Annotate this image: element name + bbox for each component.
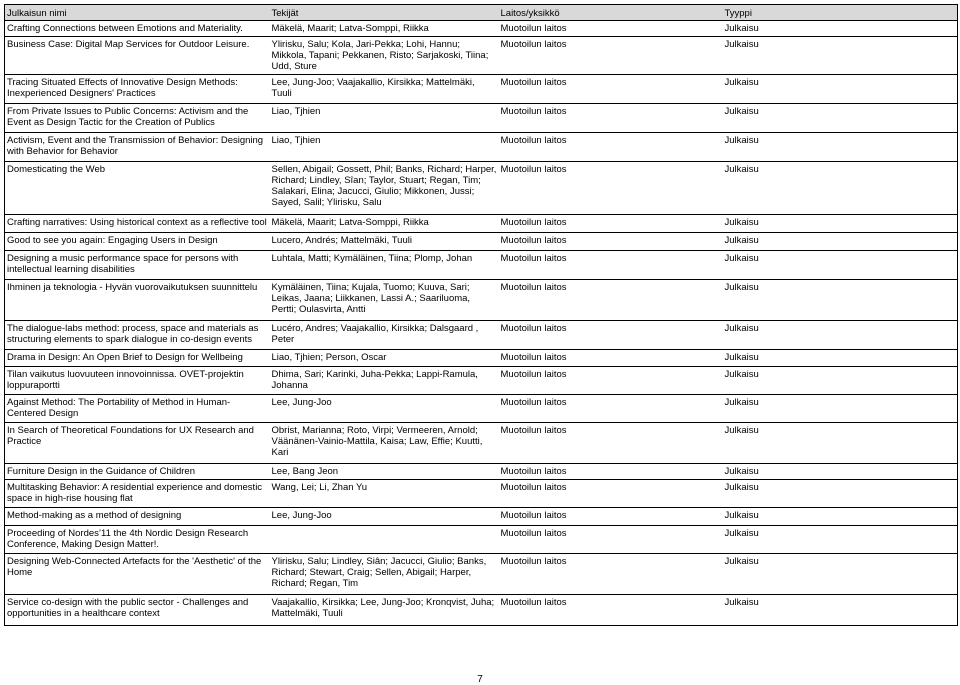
publication-title: Crafting narratives: Using historical context as a reflective tool <box>5 215 270 233</box>
table-row <box>5 280 958 321</box>
publication-department: Muotoilun laitos <box>500 217 567 228</box>
table-row <box>5 395 958 423</box>
table-row <box>5 508 958 526</box>
table-row <box>5 367 958 395</box>
publication-department: Muotoilun laitos <box>500 510 567 521</box>
publication-authors: Lee, Jung-Joo <box>271 397 332 408</box>
publication-type: Julkaisu <box>723 554 958 595</box>
publication-type: Julkaisu <box>723 215 958 233</box>
table-row <box>5 554 958 595</box>
publication-department: Muotoilun laitos <box>500 39 567 50</box>
publication-department: Muotoilun laitos <box>500 282 567 293</box>
publication-department: Muotoilun laitos <box>500 135 567 146</box>
publication-authors: Vaajakallio, Kirsikka; Lee, Jung-Joo; Kronqvist, Juha; Mattelmäki, Tuuli <box>270 595 499 626</box>
publication-type: Julkaisu <box>723 280 958 321</box>
table-row <box>5 75 958 104</box>
table-row <box>5 423 958 464</box>
publication-type: Julkaisu <box>723 21 958 37</box>
table-row <box>5 215 958 233</box>
publication-authors: Lucéro, Andres; Vaajakallio, Kirsikka; Dalsgaard , Peter <box>271 323 479 345</box>
publication-type: Julkaisu <box>723 133 958 162</box>
header-type: Tyyppi <box>723 5 958 21</box>
publication-type: Julkaisu <box>723 464 958 480</box>
publication-title: Crafting Connections between Emotions and Materiality. <box>5 21 270 37</box>
publication-department: Muotoilun laitos <box>500 323 567 334</box>
publication-type: Julkaisu <box>723 37 958 75</box>
publication-title: Activism, Event and the Transmission of Behavior: Designing with Behavior for Behavior <box>5 133 270 162</box>
table-header-row <box>5 5 958 21</box>
publication-title: From Private Issues to Public Concerns: Activism and the Event as Design Tactic for the Creation of Publics <box>5 104 270 133</box>
publication-title: Good to see you again: Engaging Users in Design <box>5 233 270 251</box>
publication-type: Julkaisu <box>723 367 958 395</box>
publication-department: Muotoilun laitos <box>500 466 567 477</box>
header-department: Laitos/yksikkö <box>499 5 723 21</box>
publication-type: Julkaisu <box>723 526 958 554</box>
publication-title: Designing Web-Connected Artefacts for the 'Aesthetic' of the Home <box>5 554 270 595</box>
publication-authors: Liao, Tjhien; Person, Oscar <box>271 352 387 363</box>
publication-authors: Lee, Jung-Joo; Vaajakallio, Kirsikka; Mattelmäki, Tuuli <box>271 77 475 99</box>
publication-authors: Kymäläinen, Tiina; Kujala, Tuomo; Kuuva, Sari; Leikas, Jaana; Liikkanen, Lassi A.; Saariluoma, Pertti; Oulasvirta, Antti <box>271 282 471 315</box>
publication-title: Tracing Situated Effects of Innovative Design Methods: Inexperienced Designers' Practices <box>5 75 270 104</box>
publication-authors: Ylirisku, Salu; Lindley, Siân; Jacucci, Giulio; Banks, Richard; Stewart, Craig; Sellen, Abigail; Harper, Richard; Regan, Tim <box>271 556 487 589</box>
publication-title: Against Method: The Portability of Method in Human-Centered Design <box>5 395 270 423</box>
publication-department: Muotoilun laitos <box>500 77 567 88</box>
header-title: Julkaisun nimi <box>5 5 270 21</box>
publication-title: Ihminen ja teknologia - Hyvän vuorovaikutuksen suunnittelu <box>5 280 270 321</box>
publication-authors <box>270 526 499 554</box>
publication-authors: Lucero, Andrés; Mattelmäki, Tuuli <box>271 235 412 246</box>
publication-list <box>4 4 957 626</box>
publication-title: Business Case: Digital Map Services for Outdoor Leisure. <box>5 37 270 75</box>
publication-title: Method-making as a method of designing <box>5 508 270 526</box>
publication-type: Julkaisu <box>723 350 958 367</box>
publication-authors: Wang, Lei; Li, Zhan Yu <box>271 482 368 493</box>
publication-department: Muotoilun laitos <box>500 23 567 34</box>
table-row <box>5 162 958 215</box>
publication-type: Julkaisu <box>723 75 958 104</box>
table-row <box>5 595 958 626</box>
publication-title: Tilan vaikutus luovuuteen innovoinnissa. OVET-projektin loppuraportti <box>5 367 270 395</box>
publication-authors: Lee, Jung-Joo <box>271 510 332 521</box>
publication-authors: Mäkelä, Maarit; Latva-Somppi, Riikka <box>271 23 429 34</box>
publication-title: Designing a music performance space for persons with intellectual learning disabilities <box>5 251 270 280</box>
publication-title: In Search of Theoretical Foundations for UX Research and Practice <box>5 423 270 464</box>
publication-type: Julkaisu <box>723 104 958 133</box>
page-number: 7 <box>477 674 483 685</box>
table-row <box>5 464 958 480</box>
table-row <box>5 37 958 75</box>
publication-department: Muotoilun laitos <box>500 164 567 175</box>
publication-authors: Liao, Tjhien <box>271 106 321 117</box>
publication-title: Proceeding of Nordes’11 the 4th Nordic Design Research Conference, Making Design Matter!. <box>5 526 270 554</box>
publication-department: Muotoilun laitos <box>500 106 567 117</box>
publication-title: Drama in Design: An Open Brief to Design for Wellbeing <box>5 350 270 367</box>
table-row <box>5 526 958 554</box>
publication-authors: Mäkelä, Maarit; Latva-Somppi, Riikka <box>271 217 429 228</box>
publication-type: Julkaisu <box>723 395 958 423</box>
publication-table <box>4 4 958 626</box>
table-row <box>5 133 958 162</box>
publication-title: The dialogue-labs method: process, space and materials as structuring elements to spark dialogue in co-design events <box>5 321 270 350</box>
publication-title: Domesticating the Web <box>5 162 270 215</box>
publication-authors: Ylirisku, Salu; Kola, Jari-Pekka; Lohi, Hannu; Mikkola, Tapani; Pekkanen, Risto; Sarjakoski, Tiina; Udd, Sture <box>271 39 489 72</box>
publication-title: Furniture Design in the Guidance of Children <box>5 464 270 480</box>
publication-authors: Luhtala, Matti; Kymäläinen, Tiina; Plomp, Johan <box>271 253 473 264</box>
publication-department: Muotoilun laitos <box>500 369 567 380</box>
publication-authors: Dhima, Sari; Karinki, Juha-Pekka; Lappi-Ramula, Johanna <box>271 369 478 391</box>
publication-type: Julkaisu <box>723 251 958 280</box>
publication-department: Muotoilun laitos <box>500 528 567 539</box>
publication-authors: Sellen, Abigail; Gossett, Phil; Banks, Richard; Harper, Richard; Lindley, Sîan; Taylor, Stuart; Regan, Tim; Salakari, Elina; Jacucci, Giulio; Mikkonen, Jussi; Sayed, Salil; Ylirisku, Salu <box>271 164 497 208</box>
publication-department: Muotoilun laitos <box>500 235 567 246</box>
publication-department: Muotoilun laitos <box>500 397 567 408</box>
table-row <box>5 21 958 37</box>
publication-type: Julkaisu <box>723 162 958 215</box>
publication-type: Julkaisu <box>723 423 958 464</box>
table-row <box>5 480 958 508</box>
table-row <box>5 321 958 350</box>
publication-authors: Liao, Tjhien <box>271 135 321 146</box>
publication-type: Julkaisu <box>723 321 958 350</box>
publication-department: Muotoilun laitos <box>500 556 567 567</box>
publication-type: Julkaisu <box>723 595 958 626</box>
table-row <box>5 233 958 251</box>
publication-title: Multitasking Behavior: A residential experience and domestic space in high-rise housing flat <box>5 480 270 508</box>
publication-type: Julkaisu <box>723 233 958 251</box>
table-row <box>5 251 958 280</box>
publication-department: Muotoilun laitos <box>500 352 567 363</box>
publication-department: Muotoilun laitos <box>499 595 723 626</box>
publication-department: Muotoilun laitos <box>500 482 567 493</box>
table-row <box>5 350 958 367</box>
header-authors: Tekijät <box>270 5 499 21</box>
publication-department: Muotoilun laitos <box>500 425 567 436</box>
publication-type: Julkaisu <box>723 508 958 526</box>
table-row <box>5 104 958 133</box>
publication-title: Service co-design with the public sector - Challenges and opportunities in a healthcare context <box>5 595 270 626</box>
publication-type: Julkaisu <box>723 480 958 508</box>
publication-authors: Obrist, Marianna; Roto, Virpi; Vermeeren, Arnold; Väänänen-Vainio-Mattila, Kaisa; Law, Effie; Kuutti, Kari <box>271 425 483 458</box>
publication-department: Muotoilun laitos <box>500 253 567 264</box>
publication-authors: Lee, Bang Jeon <box>271 466 339 477</box>
